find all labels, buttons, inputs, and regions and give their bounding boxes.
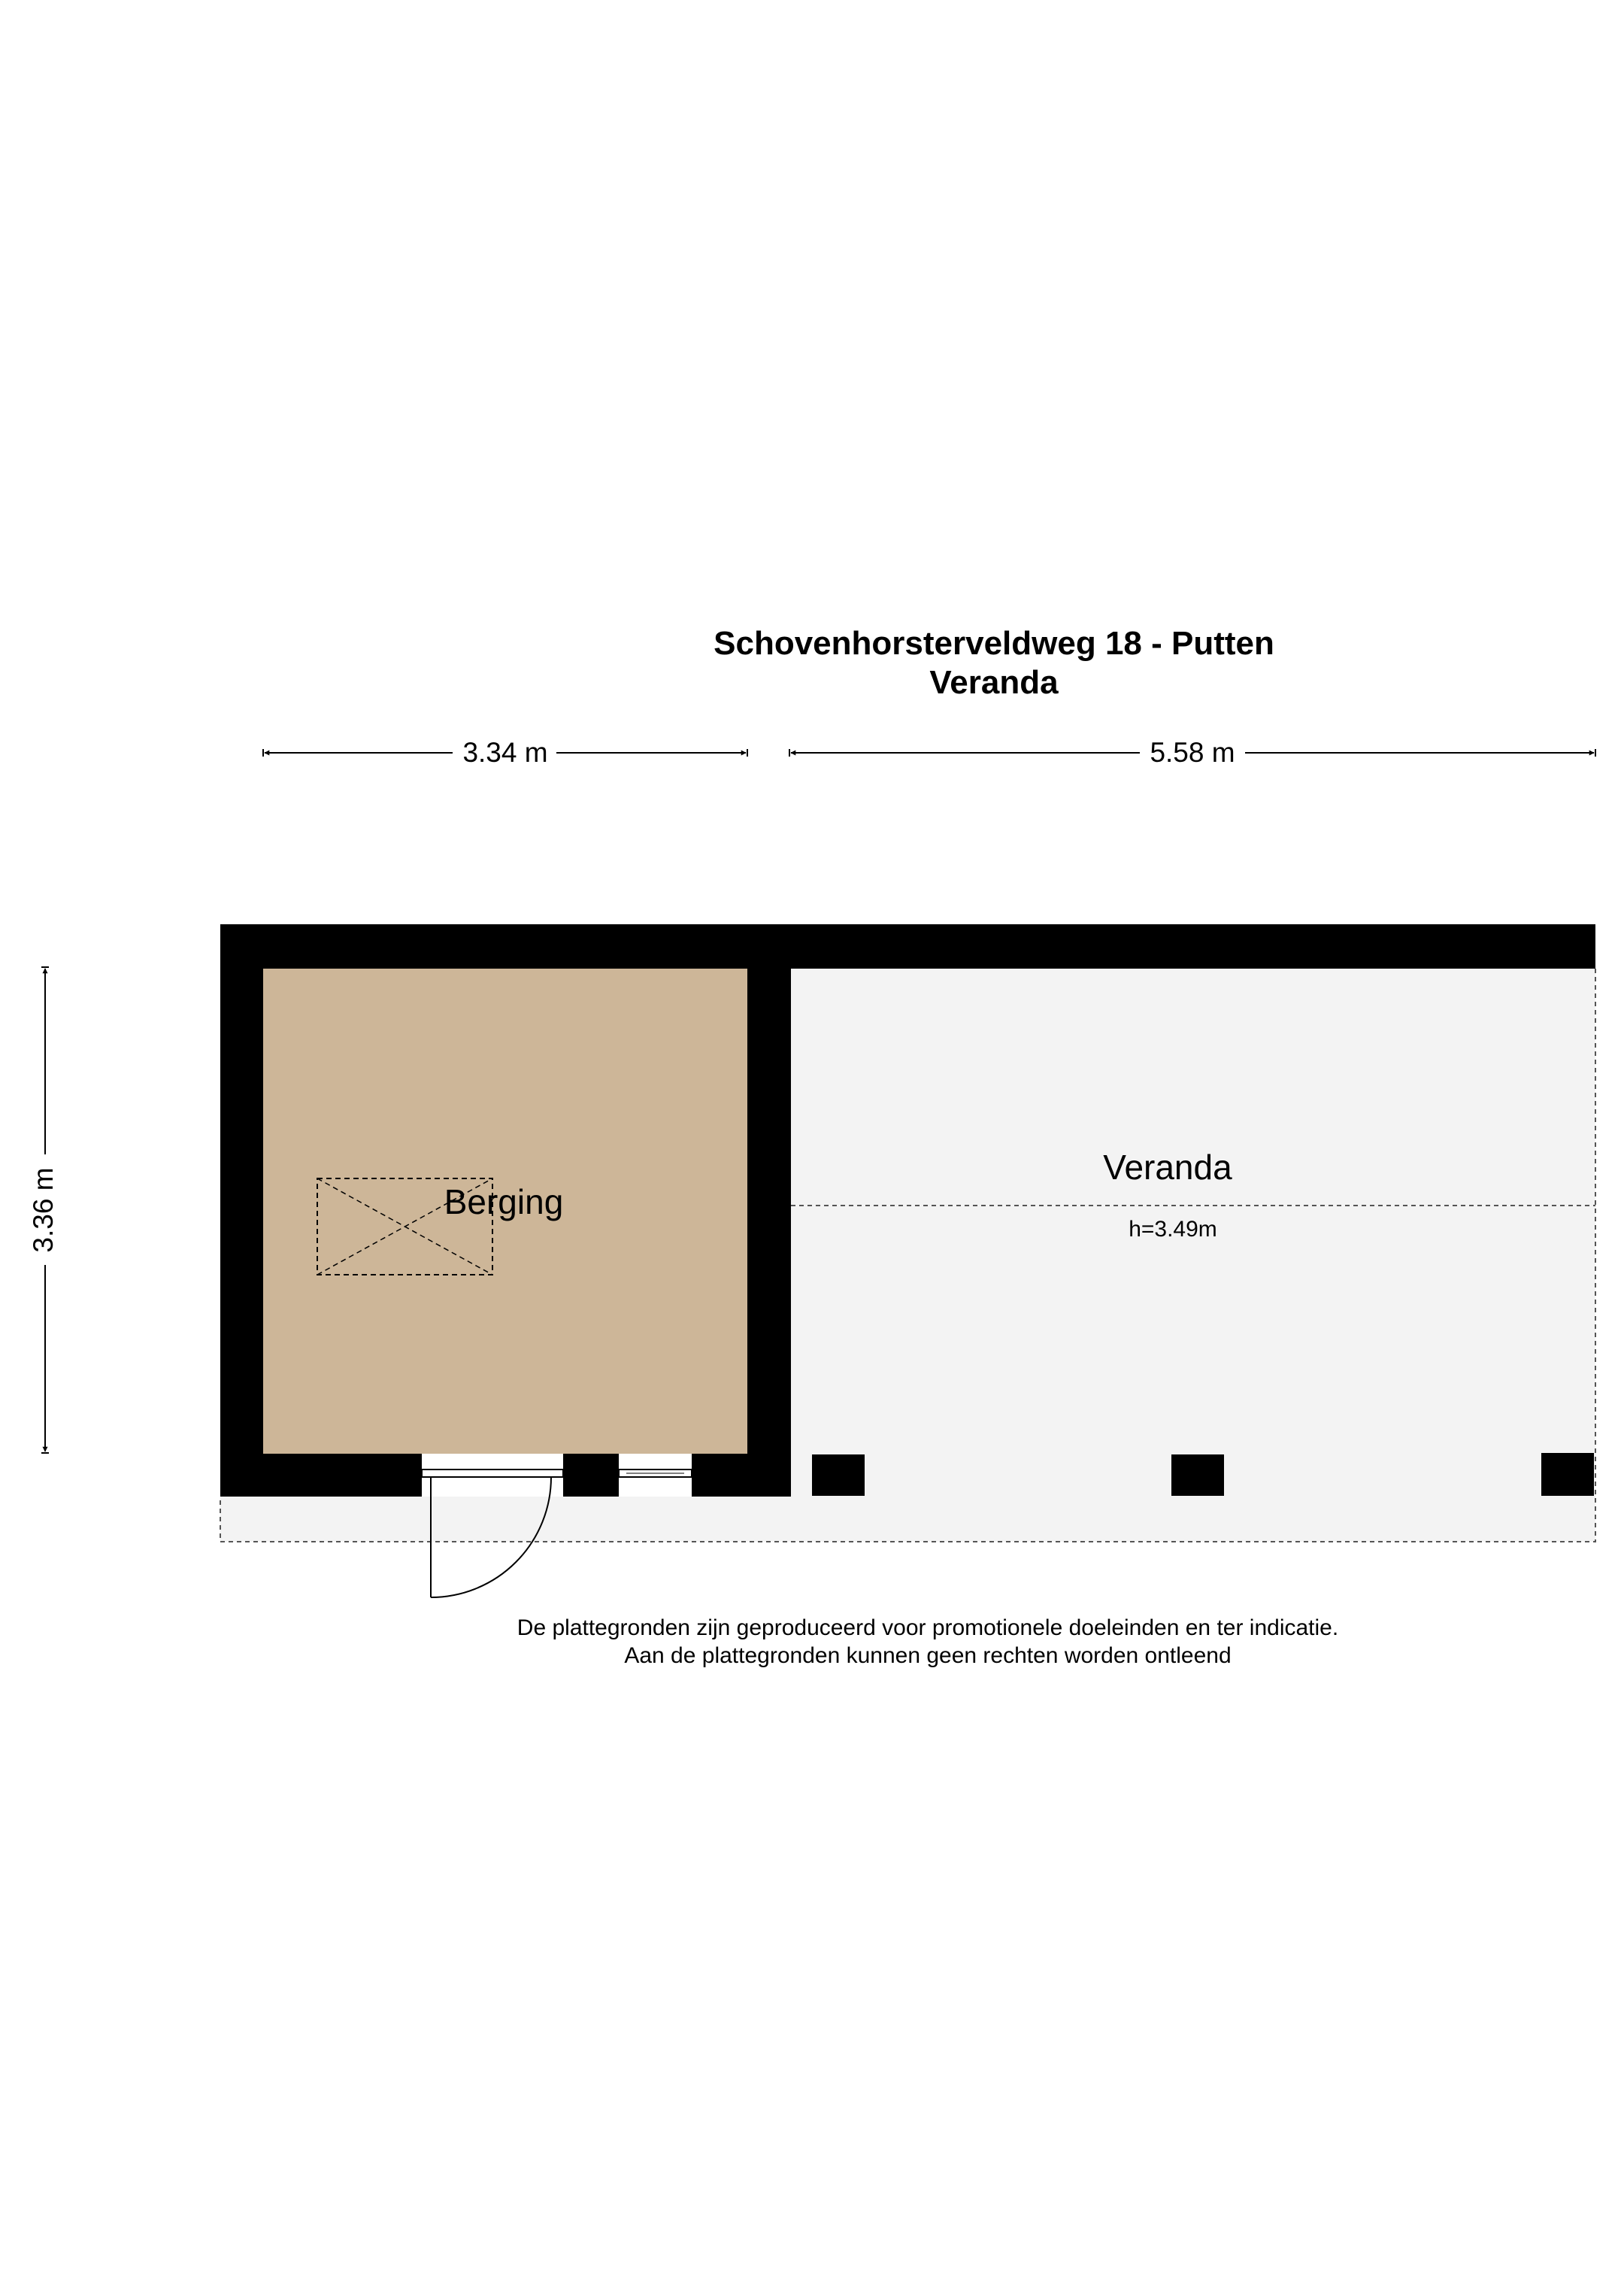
plan-title-address: Schovenhorsterveldweg 18 - Putten	[714, 625, 1274, 662]
dimension-width-right-label: 5.58 m	[1150, 737, 1235, 768]
disclaimer-line-1: De plattegronden zijn geproduceerd voor promotionele doeleinden en ter indicatie.	[517, 1615, 1339, 1640]
dimension-width-left-label: 3.34 m	[462, 737, 548, 768]
dimension-height-label: 3.36 m	[27, 1167, 59, 1253]
column	[1541, 1453, 1594, 1496]
column	[1171, 1454, 1224, 1496]
dimension-width-right	[789, 737, 1595, 768]
room-label-veranda: Veranda	[1103, 1148, 1232, 1187]
front-strip-floor	[220, 1497, 1595, 1542]
room-height-veranda: h=3.49m	[1129, 1217, 1217, 1242]
column	[812, 1454, 865, 1496]
disclaimer-line-2: Aan de plattegronden kunnen geen rechten worden ontleend	[624, 1643, 1232, 1668]
plan-title-floor: Veranda	[929, 664, 1059, 701]
window	[619, 1454, 692, 1497]
dimension-width-left	[263, 737, 747, 768]
room-label-berging: Berging	[444, 1182, 564, 1221]
dimension-height	[28, 967, 59, 1453]
